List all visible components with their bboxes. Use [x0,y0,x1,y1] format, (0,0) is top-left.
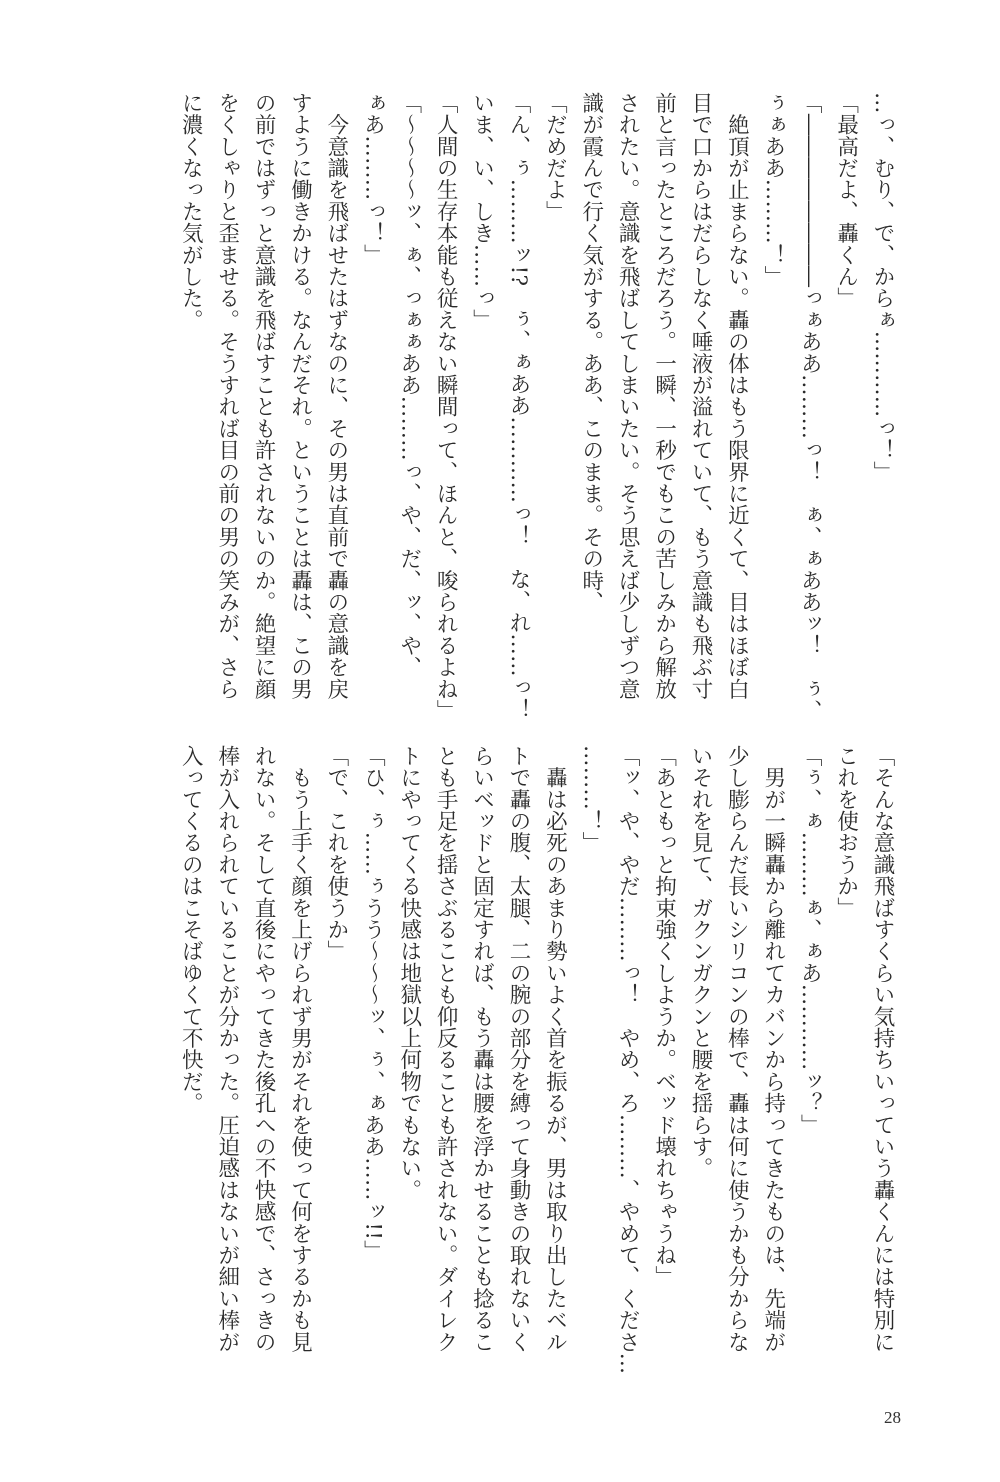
text-column: ………！」 [578,745,604,854]
text-column: 「ぅ、ぁ………ぁ、ぁあ…………ッ？」 [797,745,823,1136]
text-column: すように働きかける。なんだそれ。ということは轟は、この男 [287,92,313,700]
text-column: 「最高だよ、轟くん」 [833,92,859,309]
text-column: 「だめだよ」 [542,92,568,223]
text-column: をくしゃりと歪ませる。そうすれば目の前の男の笑みが、さら [214,92,240,700]
text-column: ぅぁああ………！」 [760,92,786,288]
lower-text-block [172,745,900,1375]
text-column: ぁあ………っ！」 [360,92,386,266]
text-column: 「ひ、ぅ……ぅうう〜〜〜ッ、ぅ、ぁああ……ッ!!」 [360,745,386,1262]
text-column: 轟は必死のあまり勢いよく首を振るが、男は取り出したベル [542,745,568,1353]
text-column: トで轟の腹、太腿、二の腕の部分を縛って身動きの取れないく [505,745,531,1353]
text-column: 棒が入れられていることが分かった。圧迫感はないが細い棒が [214,745,240,1353]
text-column: 今意識を飛ばせたはずなのに、その男は直前で轟の意識を戻 [323,92,349,700]
text-column: れない。そして直後にやってきた後孔への不快感で、さっきの [251,745,277,1353]
text-column: もう上手く顔を上げられず男がそれを使って何をするかも見 [287,745,313,1353]
text-column: 「人間の生存本能も従えない瞬間って、ほんと、唆られるよね」 [433,92,459,722]
text-column: 絶頂が止まらない。轟の体はもう限界に近くて、目はほぼ白 [724,92,750,700]
text-column: 「あともっと拘束強くしようか。ベッド壊れちゃうね」 [651,745,677,1288]
text-column: …っ、むり、で、からぁ…………っ！」 [870,92,895,483]
text-column: 男が一瞬轟から離れてカバンから持ってきたものは、先端が [760,745,786,1353]
text-column: 入ってくるのはこそばゆくて不快だ。 [178,745,204,1114]
text-column: の前ではずっと意識を飛ばすことも許されないのか。絶望に顔 [251,92,277,700]
text-column: 「そんな意識飛ばすくらい気持ちいっていう轟くんには特別に [870,745,895,1353]
text-column: これを使おうか」 [833,745,859,919]
text-column: されたい。意識を飛ばしてしまいたい。そう思えば少しずつ意 [615,92,641,700]
text-column: に濃くなった気がした。 [178,92,204,331]
text-column: とも手足を揺さぶることも仰反ることも許されない。ダイレク [433,745,459,1353]
text-column: 「ん、ぅ………ッ!? ぅ、ぁああ…………っ！ な、れ……っ！ [505,92,531,721]
text-column: いそれを見て、ガクンガクンと腰を揺らす。 [687,745,713,1179]
text-column: 目で口からはだらしなく唾液が溢れていて、もう意識も飛ぶ寸 [687,92,713,700]
text-column: 「で、これを使うか」 [323,745,349,962]
text-column: らいベッドと固定すれば、もう轟は腰を浮かせることも捻るこ [469,745,495,1353]
text-column: 識が霞んで行く気がする。ああ、このまま。その時、 [578,92,604,613]
text-column: 「ッ、や、やだ………っ！ やめ、ろ………、やめて、くださ… [615,745,641,1375]
text-column: 「――――――――っぁああ………っ！ ぁ、ぁああッ！ ぅ、 [797,92,823,722]
text-column: トにやってくる快感は地獄以上何物でもない。 [396,745,422,1201]
text-column: 少し膨らんだ長いシリコンの棒で、轟は何に使うかも分からな [724,745,750,1353]
text-column: 「〜〜〜〜ッ、ぁ、っぁぁああ………っ、や、だ、ッ、や、 [396,92,422,678]
upper-text-block [172,92,900,722]
page-number: 28 [884,1408,901,1427]
text-column: いま、い、しき……っ」 [469,92,495,331]
text-column: 前と言ったところだろう。一瞬、一秒でもこの苦しみから解放 [651,92,677,700]
